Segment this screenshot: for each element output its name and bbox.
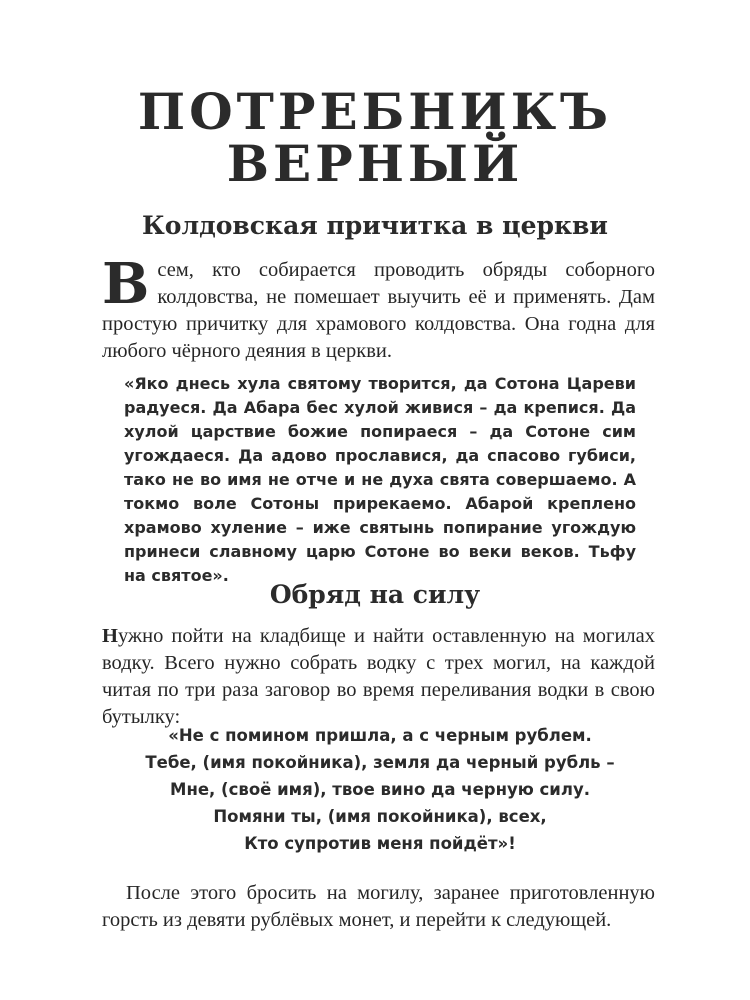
verse-line: «Не с помином пришла, а с черным рублем. xyxy=(168,726,592,745)
verse-line: Кто супротив меня пойдёт»! xyxy=(244,834,516,853)
ritual-paragraph-text: ужно пойти на кладбище и найти оставленную на могилах водку. Всего нужно собрать водку с трех могил, на каждой читая по три раза заговор во время переливания водки в свою бутылку: xyxy=(102,625,655,728)
grave-verse xyxy=(100,722,660,857)
ritual-paragraph xyxy=(102,623,655,731)
intro-paragraph-text: сем, кто собирается проводить обряды соборного колдовства, не помешает выучить её и применять. Дам простую причитку для храмового колдовства. Она годна для любого чёрного деяния в церкви. xyxy=(102,259,655,362)
intro-paragraph xyxy=(102,251,655,365)
verse-line: Мне, (своё имя), твое вино да черную силу. xyxy=(170,780,590,799)
verse-line: Тебе, (имя покойника), земля да черный рубль – xyxy=(145,753,615,772)
book-title-line-2: ВЕРНЫЙ xyxy=(226,134,524,193)
church-incantation: «Яко днесь хула святому творится, да Сотона Цареви радуеся. Да Абара бес хулой живися – да крепися. Да хулой царствие божие попираеся – да Сотоне сим угождаеся. Да адово прославися, да спасово губиси, тако не во имя не отче и не духа свята совершаемо. А токмо воле Сотоны прирекаемо. Абарой креплено храмово хуление – иже святынь попирание угождую принеси славному царю Сотоне во веки веков. Тьфу на святое». xyxy=(124,374,636,585)
book-title-line-1: ПОТРЕБНИКЪ xyxy=(137,82,613,141)
section-heading-strength-ritual: Обряд на силу xyxy=(269,580,481,609)
verse-line: Помяни ты, (имя покойника), всех, xyxy=(213,807,547,826)
lead-letter: Н xyxy=(102,625,118,647)
closing-paragraph: После этого бросить на могилу, заранее приготовленную горсть из девяти рублёвых монет, и перейти к следующей. xyxy=(102,882,655,931)
section-heading-church-spell: Колдовская причитка в церкви xyxy=(142,211,608,240)
drop-cap-letter: В xyxy=(102,251,150,317)
